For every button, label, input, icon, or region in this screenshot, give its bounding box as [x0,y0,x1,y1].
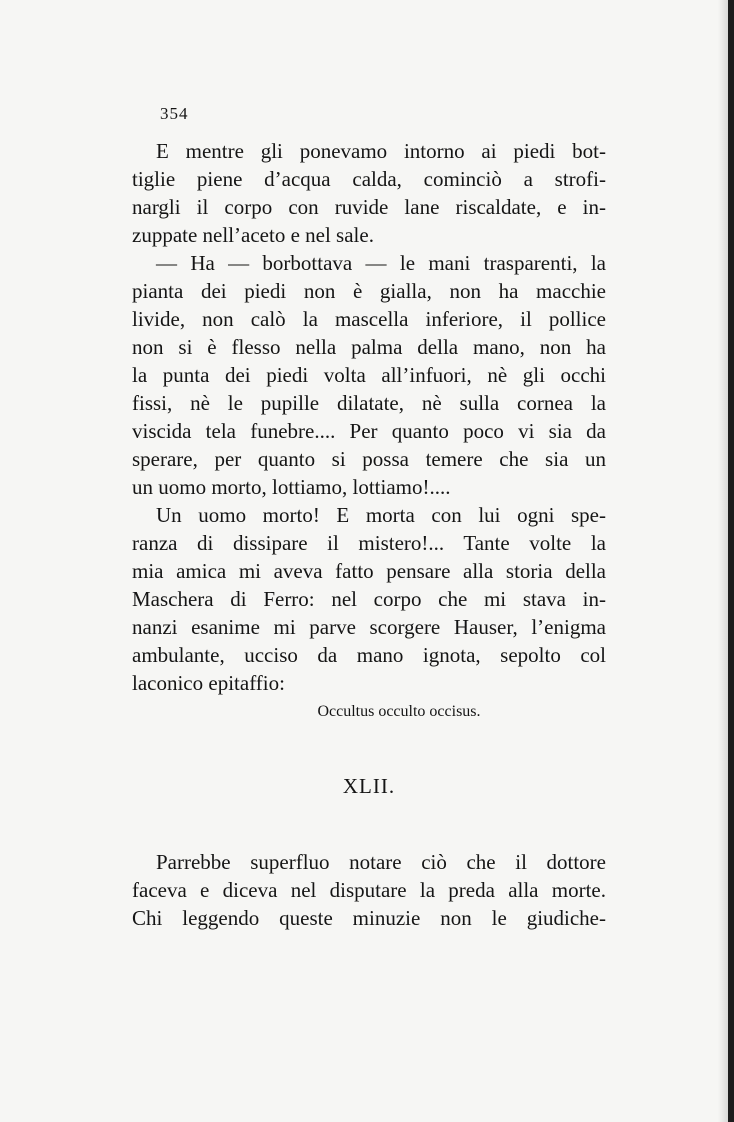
epitaph: Occultus occulto occisus. [317,703,481,720]
text-line: un uomo morto, lottiamo, lottiamo!.... [132,475,451,499]
text-line: viscida tela funebre.... Per quanto poco vi sia da [132,419,606,443]
text-line: fissi, nè le pupille dilatate, nè sulla cornea la [132,391,606,415]
page-number: 354 [160,104,189,123]
page-edge [728,0,734,1122]
text-line: — Ha — borbottava — le mani trasparenti, la [156,251,606,275]
text-line: pianta dei piedi non è gialla, non ha macchie [132,279,606,303]
text-line: tiglie piene d’acqua calda, cominciò a strofi- [132,167,606,191]
text-line: ranza di dissipare il mistero!... Tante volte la [132,531,606,555]
text-line: non si è flesso nella palma della mano, non ha [132,335,606,359]
text-line: livide, non calò la mascella inferiore, il pollice [132,307,606,331]
text-line: Chi leggendo queste minuzie non le giudiche- [132,906,606,930]
body-text-top [132,137,606,697]
text-line: Un uomo morto! E morta con lui ogni spe- [156,503,606,527]
text-line: ambulante, ucciso da mano ignota, sepolto col [132,643,606,667]
text-line: sperare, per quanto si possa temere che sia un [132,447,606,471]
text-line: Maschera di Ferro: nel corpo che mi stava in- [132,587,606,611]
page-edge-shadow [718,0,728,1122]
text-line: faceva e diceva nel disputare la preda alla morte. [132,878,606,902]
chapter-heading: XLII. [342,774,396,798]
text-line: Parrebbe superfluo notare ciò che il dottore [156,850,606,874]
text-line: mia amica mi aveva fatto pensare alla storia della [132,559,606,583]
text-line: nanzi esanime mi parve scorgere Hauser, l’enigma [132,615,606,639]
text-line: nargli il corpo con ruvide lane riscaldate, e in- [132,195,606,219]
text-line: E mentre gli ponevamo intorno ai piedi bot- [156,139,606,163]
text-line: la punta dei piedi volta all’infuori, nè gli occhi [132,363,606,387]
text-line: zuppate nell’aceto e nel sale. [132,223,374,247]
body-text-bottom [132,848,606,932]
text-line: laconico epitaffio: [132,671,285,695]
